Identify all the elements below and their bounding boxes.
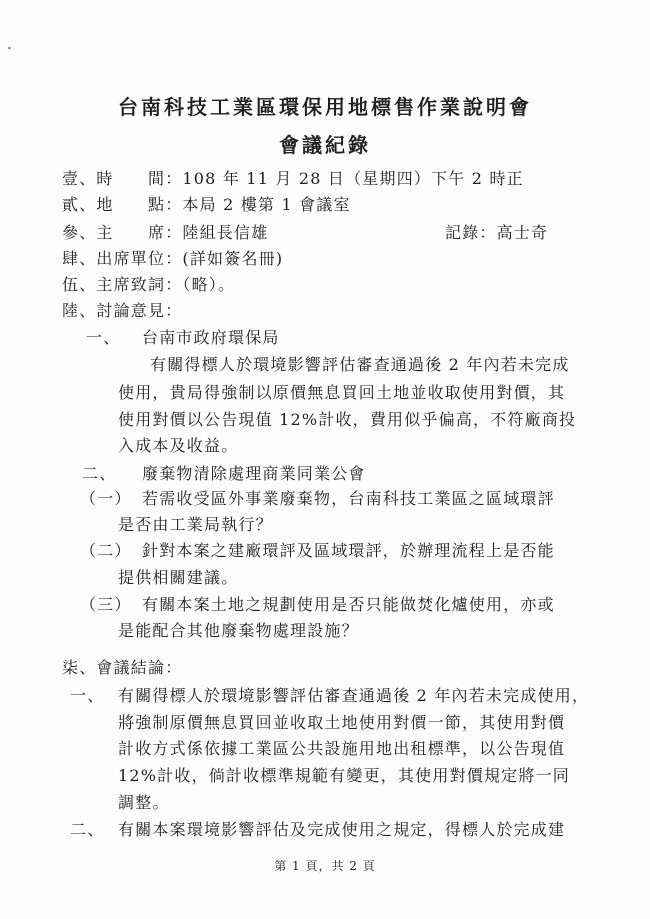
sub-item-1-line: 若需收受區外事業廢棄物，台南科技工業區之區域環評	[142, 489, 555, 508]
meeting-attendees: 肆、出席單位：(詳如簽名冊)	[62, 249, 284, 268]
conclusion-item-1-line: 12%計收，倘計收標準規範有變更，其使用對價規定將一同	[118, 766, 570, 785]
meeting-place: 貳、地 點：本局 2 樓第 1 會議室	[62, 195, 351, 214]
scan-speck	[8, 47, 11, 49]
sub-item-1-line: 是否由工業局執行？	[118, 515, 273, 534]
conclusion-item-1-line: 有關得標人於環境影響評估審查通過後 2 年內若未完成使用，	[118, 686, 590, 705]
conclusion-item-1-line: 調整。	[118, 793, 170, 812]
conclusion-item-2-label: 二、	[70, 820, 105, 839]
meeting-time: 壹、時 間：108 年 11 月 28 日（星期四）下午 2 時正	[62, 169, 524, 188]
discussion-item-1-line: 入成本及收益。	[118, 436, 239, 455]
discussion-item-1-org: 台南市政府環保局	[142, 328, 280, 347]
discussion-item-2-label: 二、	[82, 464, 117, 483]
conclusion-heading: 柒、會議結論：	[62, 658, 183, 677]
conclusion-item-1-label: 一、	[70, 686, 105, 705]
sub-item-3-line: 有關本案土地之規劃使用是否只能做焚化爐使用，亦或	[142, 595, 555, 614]
sub-item-2-line: 針對本案之建廠環評及區域環評，於辦理流程上是否能	[142, 541, 555, 560]
document-title: 台南科技工業區環保用地標售作業說明會	[118, 95, 532, 119]
discussion-item-1-line: 使用，貴局得強制以原價無息買回土地並收取使用對價，其	[118, 383, 566, 402]
sub-item-2-label: （二）	[80, 541, 132, 560]
conclusion-item-1-line: 將強制原價無息買回並收取土地使用對價一節，其使用對價	[118, 713, 566, 732]
page-number-footer: 第 1 頁，共 2 頁	[274, 859, 376, 873]
sub-item-2-line: 提供相關建議。	[118, 568, 239, 587]
meeting-recorder: 記錄：高士奇	[445, 223, 549, 242]
sub-item-1-label: （一）	[80, 489, 132, 508]
discussion-item-2-org: 廢棄物清除處理商業同業公會	[142, 464, 366, 483]
conclusion-item-2-line: 有關本案環境影響評估及完成使用之規定，得標人於完成建	[118, 820, 566, 839]
discussion-heading: 陸、討論意見：	[62, 301, 183, 320]
sub-item-3-line: 是能配合其他廢棄物處理設施？	[118, 621, 359, 640]
conclusion-item-1-line: 計收方式係依據工業區公共設施用地出租標準，以公告現值	[118, 739, 566, 758]
discussion-item-1-label: 一、	[86, 328, 121, 347]
meeting-chair: 參、主 席：陸組長信雄	[62, 223, 269, 242]
discussion-item-1-line: 有關得標人於環境影響評估審查通過後 2 年內若未完成	[150, 355, 570, 374]
discussion-item-1-line: 使用對價以公告現值 12%計收，費用似乎偏高，不符廠商投	[118, 410, 577, 429]
sub-item-3-label: （三）	[80, 595, 132, 614]
chair-speech: 伍、主席致詞：（略）。	[62, 275, 236, 294]
document-subtitle: 會議紀錄	[279, 133, 371, 157]
